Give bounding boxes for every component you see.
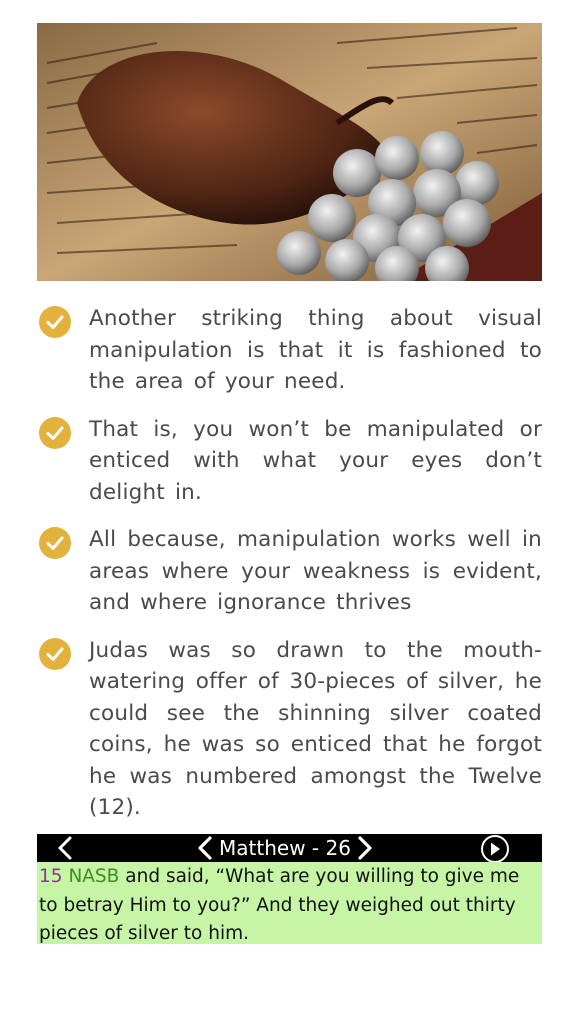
list-item: [37, 635, 542, 824]
coins-scroll-image: [37, 23, 542, 281]
bullet-text: That is, you won’t be manipulated or enticed with what your eyes don’t delight in.: [89, 416, 542, 505]
check-circle-icon: [39, 527, 71, 559]
chapter-selector: [185, 834, 385, 862]
chevron-left-icon: [53, 835, 79, 861]
list-item: [37, 524, 542, 619]
back-button[interactable]: [53, 835, 79, 861]
bullet-text: Another striking thing about visual manipulation is that it is fashioned to the area of your need.: [89, 306, 542, 394]
list-item: [37, 414, 542, 509]
bible-version-link[interactable]: NASB: [68, 866, 120, 887]
play-circle-icon: [478, 834, 512, 862]
check-circle-icon: [39, 638, 71, 670]
next-chapter-button[interactable]: [355, 835, 375, 861]
verse-text: and said, “What are you willing to give me to betray Him to you?” And they weighed out thirty pieces of silver to him.: [39, 866, 520, 944]
book-chapter-label[interactable]: Matthew - 26: [219, 836, 351, 860]
check-circle-icon: [39, 417, 71, 449]
play-button[interactable]: [478, 834, 512, 862]
bullet-text: All because, manipulation works well in areas where your weakness is evident, and where ignorance thrives: [89, 527, 542, 615]
bullet-list: [37, 303, 542, 840]
list-item: [37, 303, 542, 398]
verse-number: 15: [39, 866, 63, 887]
verse-text-box[interactable]: [37, 862, 542, 944]
previous-chapter-button[interactable]: [195, 835, 215, 861]
check-circle-icon: [39, 306, 71, 338]
bullet-text: Judas was so drawn to the mouth-watering offer of 30-pieces of silver, he could see the shinning silver coated coins, he was so enticed that he forgot he was numbered amongst the Twelve (12).: [89, 637, 542, 820]
verse-nav-bar: [37, 834, 542, 862]
